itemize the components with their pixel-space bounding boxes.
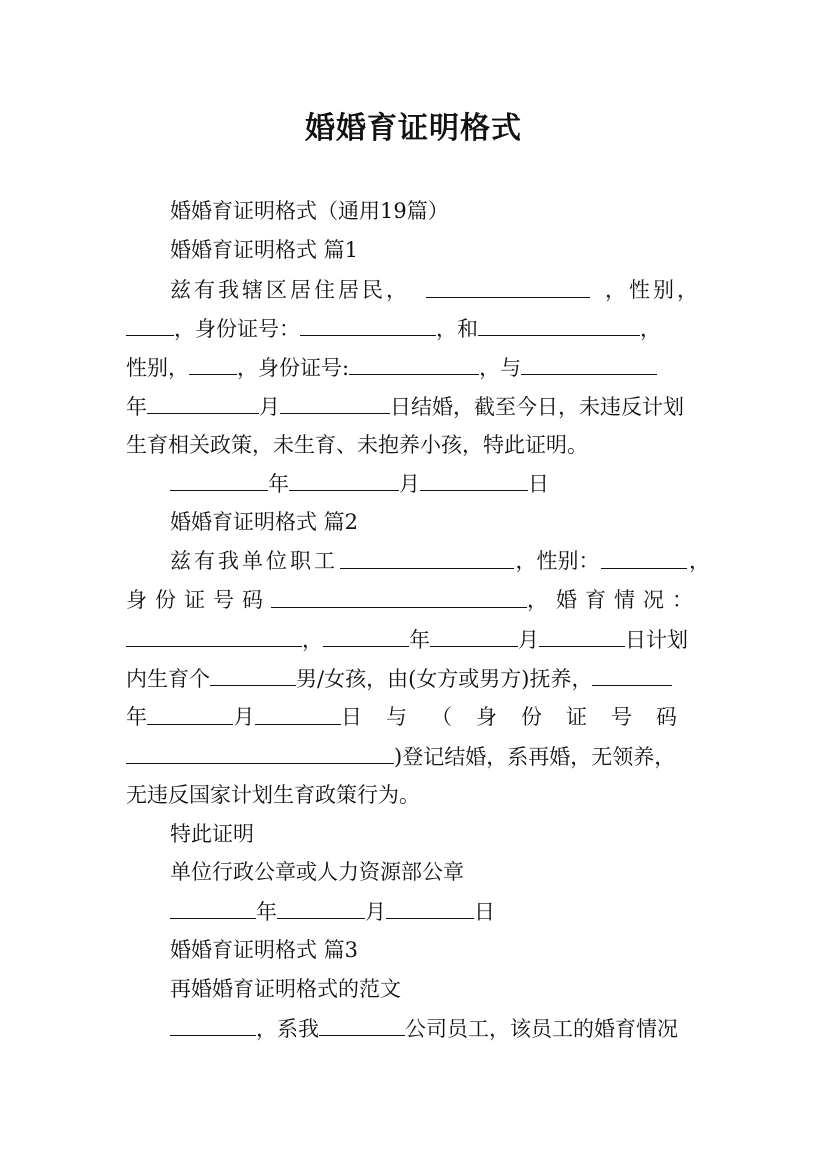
text-fragment: 性别， (126, 356, 189, 380)
text-fragment: 身份证号码 (126, 588, 271, 612)
section-2-line-2 (126, 587, 701, 613)
fill-blank-date-year (170, 470, 268, 491)
text-fragment: ，性别， (605, 278, 701, 302)
section-1-line-3 (126, 354, 701, 381)
fill-blank-resident-name (426, 277, 590, 298)
fill-blank-id-number (271, 587, 527, 608)
fill-blank-spouse-name (478, 315, 640, 336)
document-title: 婚婚育证明格式 (305, 111, 522, 146)
section-2-seal-note: 单位行政公章或人力资源部公章 (170, 860, 464, 884)
section-3-subtitle: 再婚婚育证明格式的范文 (170, 977, 401, 1001)
text-fragment: 月 (233, 705, 255, 729)
text-fragment: ，系我 (256, 1017, 319, 1041)
text-fragment: 年 (126, 395, 147, 419)
fill-blank-date-month (289, 470, 399, 491)
section-1-line-4 (126, 393, 701, 420)
section-2-line-1 (170, 548, 710, 574)
fill-blank-date-day (420, 470, 528, 491)
text-fragment: 日 (474, 900, 495, 924)
text-fragment: 日结婚，截至今日，未违反计划 (390, 395, 684, 419)
text-fragment: 内生育个 (126, 667, 210, 691)
text-fragment: ，身份证号： (174, 317, 300, 341)
section-1-line-2 (126, 315, 701, 342)
section-2-line-5 (126, 704, 701, 730)
section-2-line-7: 无违反国家计划生育政策行为。 (126, 783, 420, 807)
fill-blank-company (319, 1015, 405, 1036)
fill-blank-marriage-year (521, 354, 657, 375)
text-fragment: 公司员工，该员工的婚育情况 (405, 1017, 678, 1041)
fill-blank-spouse-id (126, 743, 394, 764)
text-fragment: ，与 (479, 356, 522, 380)
text-fragment: ，性别： (515, 549, 600, 573)
text-fragment: ， (640, 317, 661, 341)
section-1-line-1 (170, 277, 701, 303)
section-3-heading: 婚婚育证明格式 篇3 (170, 938, 359, 962)
fill-blank-children-count (210, 665, 296, 686)
text-fragment: ，婚育情况： (527, 588, 701, 612)
text-fragment: 月 (365, 900, 386, 924)
intro-line: 婚婚育证明格式（通用19篇） (170, 199, 449, 223)
fill-blank-employee-name (170, 1015, 256, 1036)
text-fragment: 日与（身份证号码 (341, 705, 701, 729)
text-fragment: 日计划 (625, 628, 688, 652)
text-fragment: 月 (518, 628, 539, 652)
text-fragment: ，身份证号: (237, 356, 350, 380)
fill-blank-month (430, 626, 518, 647)
fill-blank-day (539, 626, 625, 647)
section-2-date-line (170, 898, 495, 925)
text-fragment: 年 (256, 900, 277, 924)
text-fragment: 男/女孩，由(女方或男方)抚养， (296, 667, 593, 691)
fill-blank-year (147, 393, 259, 414)
section-1-date-line (170, 470, 549, 497)
text-fragment: 兹有我辖区居住居民， (170, 278, 410, 302)
fill-blank-date-month (277, 898, 365, 919)
section-2-line-6 (126, 743, 701, 770)
section-2-certify: 特此证明 (170, 822, 254, 846)
fill-blank-spouse-id (349, 354, 479, 375)
section-1-line-5: 生育相关政策，未生育、未抱养小孩，特此证明。 (126, 433, 588, 457)
fill-blank-id-number (300, 315, 436, 336)
fill-blank-gender (126, 315, 174, 336)
text-fragment: )登记结婚，系再婚，无领养， (394, 745, 676, 769)
section-2-line-4 (126, 665, 701, 692)
fill-blank-marital-status (126, 626, 302, 647)
fill-blank-employee-name (340, 548, 514, 569)
section-3-line-1 (170, 1015, 678, 1042)
fill-blank-month (280, 393, 390, 414)
text-fragment: ，和 (436, 317, 478, 341)
text-fragment: 月 (399, 472, 420, 496)
fill-blank-date-year (170, 898, 256, 919)
text-fragment: 年 (409, 628, 430, 652)
text-fragment: 日 (528, 472, 549, 496)
fill-blank-guardian (592, 665, 672, 686)
text-fragment: ， (302, 628, 323, 652)
text-fragment: 兹有我单位职工 (170, 549, 338, 573)
section-2-heading: 婚婚育证明格式 篇2 (170, 510, 359, 534)
section-2-line-3 (126, 626, 701, 653)
text-fragment: 年 (126, 705, 147, 729)
section-1-heading: 婚婚育证明格式 篇1 (170, 238, 359, 262)
text-fragment: 年 (268, 472, 289, 496)
fill-blank-gender (601, 548, 687, 569)
text-fragment: 月 (259, 395, 280, 419)
fill-blank-year (147, 704, 233, 725)
text-fragment: ， (689, 549, 710, 573)
fill-blank-year (323, 626, 409, 647)
fill-blank-month (255, 704, 341, 725)
fill-blank-spouse-gender (189, 354, 237, 375)
fill-blank-date-day (386, 898, 474, 919)
